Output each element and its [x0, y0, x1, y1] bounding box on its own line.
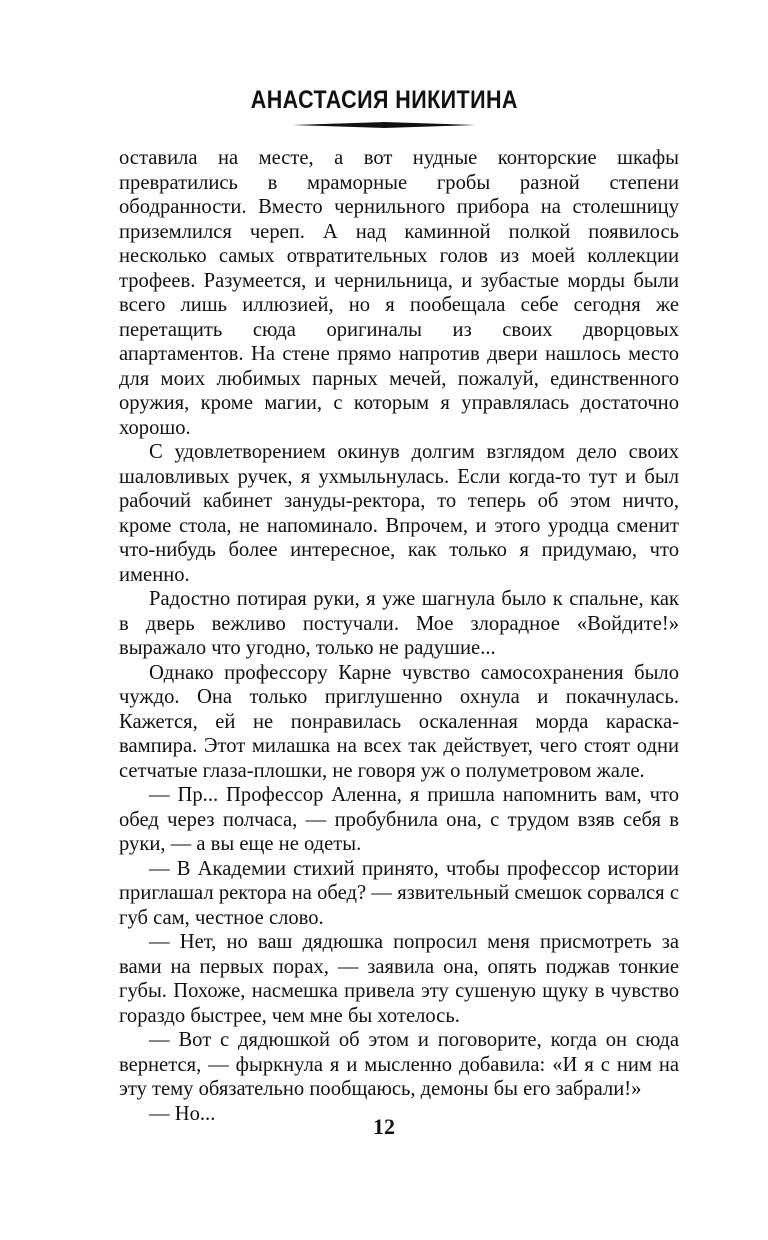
page-number: 12	[373, 1114, 395, 1139]
dialogue-line: — В Академии стихий принято, чтобы профессор истории приглашал ректора на обед? — язвительный смешок сорвался с губ сам, честное слово.	[119, 857, 679, 929]
paragraph: Радостно потирая руки, я уже шагнула было к спальне, как в дверь вежливо постучали. Мое злорадное «Войдите!» выражало что угодно, только не радушие...	[119, 588, 679, 659]
header-ornament-rule	[292, 122, 476, 128]
author-name: АНАСТАСИЯ НИКИТИНА	[250, 86, 518, 114]
paragraph: оставила на месте, а вот нудные конторские шкафы превратились в мраморные гробы разной степени ободранности. Вместо чернильного прибора на столешницу приземлился череп. А над каминной полкой появилось несколько самых отвратительных голов из моей коллекции трофеев. Разумеется, и чернильница, и зубастые морды были всего лишь иллюзией, но я пообещала себе сегодня же перетащить сюда оригиналы из своих дворцовых апартаментов. На стене прямо напротив двери нашлось место для моих любимых парных мечей, пожалуй, единственного оружия, кроме магии, с которым я управлялась достаточно хорошо.	[119, 147, 679, 439]
dialogue-line: — Вот с дядюшкой об этом и поговорите, когда он сюда вернется, — фыркнула я и мысленно добавила: «И я с ним на эту тему обязательно пообщаюсь, демоны бы его забрали!»	[119, 1029, 679, 1100]
paragraph: С удовлетворением окинув долгим взглядом дело своих шаловливых ручек, я ухмыльнулась. Если когда-то тут и был рабочий кабинет зануды-ректора, то теперь об этом ничто, кроме стола, не напоминало. Впрочем, и этого уродца сменит что-нибудь более интересное, как только я придумаю, что именно.	[119, 441, 679, 586]
dialogue-line: — Нет, но ваш дядюшка попросил меня присмотреть за вами на первых порах, — заявила она, опять поджав тонкие губы. Похоже, насмешка привела эту сушеную щуку в чувство гораздо быстрее, чем мне бы хотелось.	[119, 931, 679, 1027]
dialogue-line: — Пр... Профессор Аленна, я пришла напомнить вам, что обед через полчаса, — пробубнила она, с трудом взяв себя в руки, — а вы еще не одеты.	[119, 784, 679, 855]
body-text	[119, 146, 679, 1126]
paragraph: Однако профессору Карне чувство самосохранения было чуждо. Она только приглушенно охнула и покачнулась. Кажется, ей не понравилась оскаленная морда караска-вампира. Этот милашка на всех так действует, чего стоят одни сетчатые глаза-плошки, не говоря уж о полуметровом жале.	[119, 661, 679, 782]
running-header	[0, 86, 768, 115]
ornament-rule-icon	[292, 122, 476, 128]
dialogue-line: — Но...	[149, 1102, 216, 1125]
